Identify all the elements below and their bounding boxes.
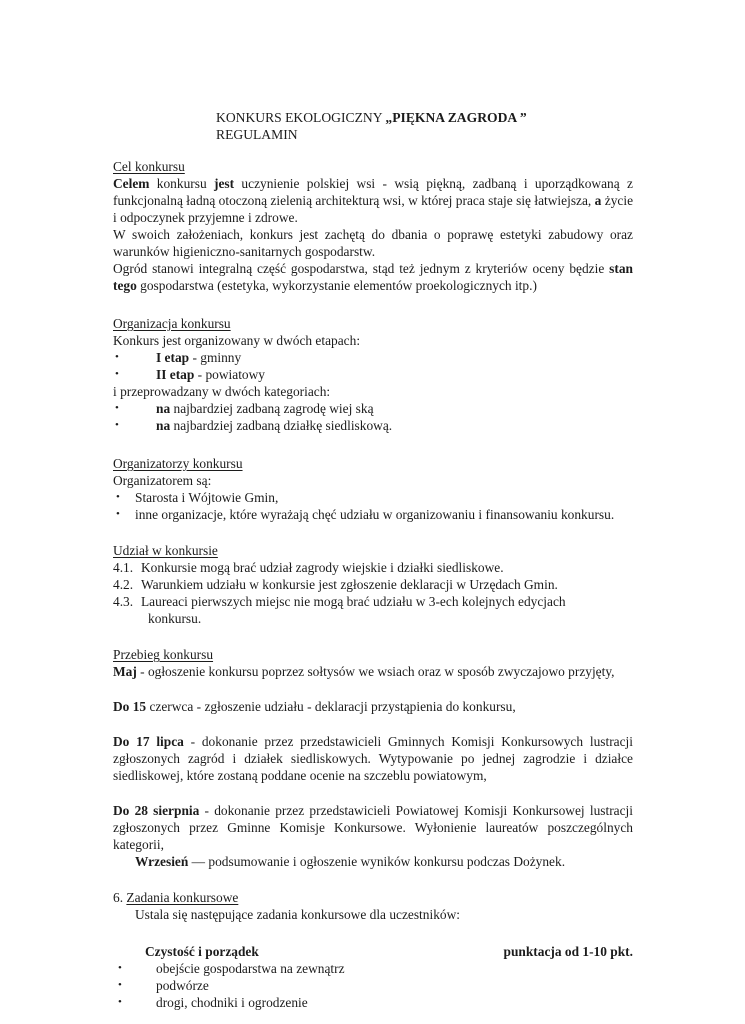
spacer xyxy=(113,680,633,698)
task-header-row xyxy=(113,943,633,960)
bold-text: Do 15 xyxy=(113,699,147,714)
schedule-may xyxy=(113,663,633,680)
bold-text: na xyxy=(156,418,171,433)
paragraph: Konkurs jest organizowany w dwóch etapach: xyxy=(113,333,361,348)
spacer xyxy=(113,434,633,455)
text: Warunkiem udziału w konkursie jest zgłoszenie deklaracji w Urzędach Gmin. xyxy=(141,577,558,592)
text: - dokonanie przez przedstawicieli Powiatowej Komisji Konkursowej lustracji zgłoszonych przez Gminne Komisje Konkursowe. Wyłonienie laureatów poszczególnych kategorii, xyxy=(113,803,633,852)
section-organizacja-konkursu xyxy=(113,315,633,434)
bold-text: stan tego xyxy=(113,261,633,293)
document-body xyxy=(113,158,633,1011)
list-item xyxy=(113,489,633,506)
task-items-list xyxy=(113,960,633,1011)
stages-list xyxy=(113,349,633,383)
list-item xyxy=(113,960,633,977)
section-heading-row xyxy=(113,889,633,906)
text: Konkursie mogą brać udział zagrody wiejskie i działki siedliskowe. xyxy=(141,560,504,575)
bold-text: jest xyxy=(214,176,235,191)
paragraph xyxy=(113,260,633,294)
categories-list xyxy=(113,400,633,434)
text: gospodarstwa (estetyka, wykorzystanie elementów proekologicznych itp.) xyxy=(136,278,537,293)
text: uczynienie polskiej wsi - wsią piękną, zadbaną i uporządkowaną z funkcjonalną ładną otoczoną zielenią architekturą wsi, w której praca staje się łatwiejsza, xyxy=(113,176,633,208)
section-organizatorzy-konkursu xyxy=(113,455,633,523)
bold-text: Wrzesień xyxy=(135,854,189,869)
document-title xyxy=(216,109,527,126)
spacer xyxy=(113,627,633,646)
bullet-icon: • xyxy=(118,996,122,1008)
title-prefix: KONKURS EKOLOGICZNY xyxy=(216,110,386,125)
text: obejście gospodarstwa na zewnątrz xyxy=(156,961,345,976)
spacer xyxy=(113,784,633,802)
text: konkursu xyxy=(149,176,214,191)
section-heading: Cel konkursu xyxy=(113,159,185,174)
bullet-icon: • xyxy=(118,979,122,991)
text: - gminny xyxy=(189,350,242,365)
list-item xyxy=(113,400,633,417)
text: — podsumowanie i ogłoszenie wyników konkursu podczas Dożynek. xyxy=(188,854,566,869)
bold-text: Do 28 sierpnia xyxy=(113,803,200,818)
title-contest-name: „PIĘKNA ZAGRODA ” xyxy=(385,110,527,125)
bullet-icon: • xyxy=(115,402,119,414)
spacer xyxy=(113,870,633,889)
text: inne organizacje, które wyrażają chęć udziału w organizowaniu i finansowaniu konkursu. xyxy=(135,507,615,522)
title-block xyxy=(216,109,527,143)
bold-text: II etap xyxy=(156,367,195,382)
text: najbardziej zadbaną działkę siedliskową. xyxy=(170,418,393,433)
task-points: punktacja od 1-10 pkt. xyxy=(503,944,633,959)
bold-text: I etap xyxy=(156,350,190,365)
task-title: Czystość i porządek xyxy=(145,944,259,959)
schedule-july xyxy=(113,733,633,784)
paragraph xyxy=(113,175,633,226)
text: życie i odpoczynek przyjemne i zdrowe. xyxy=(113,193,634,225)
section-udzial-w-konkursie xyxy=(113,542,633,627)
section-heading: Zadania konkursowe xyxy=(126,890,239,905)
list-item xyxy=(113,994,633,1011)
spacer xyxy=(113,715,633,733)
section-zadania-konkursowe xyxy=(113,889,633,1011)
text-continuation: konkursu. xyxy=(148,611,202,626)
text: Ogród stanowi integralną część gospodarstwa, stąd też jednym z kryteriów oceny będzie xyxy=(113,261,610,276)
section-heading: Udział w konkursie xyxy=(113,543,218,558)
list-item xyxy=(113,417,633,434)
section-heading: Organizacja konkursu xyxy=(113,316,231,331)
spacer xyxy=(113,294,633,315)
section-przebieg-konkursu xyxy=(113,646,633,870)
bold-text: Maj xyxy=(113,664,137,679)
bullet-icon: • xyxy=(116,491,120,503)
list-item xyxy=(113,977,633,994)
section-heading: Organizatorzy konkursu xyxy=(113,456,243,471)
spacer xyxy=(113,523,633,542)
section-cel-konkursu xyxy=(113,158,633,294)
list-item xyxy=(113,559,633,576)
bullet-icon: • xyxy=(115,368,119,380)
text: podwórze xyxy=(156,978,209,993)
bullet-icon: • xyxy=(116,508,120,520)
document-subtitle: REGULAMIN xyxy=(216,127,298,142)
list-item xyxy=(113,593,633,627)
text: - powiatowy xyxy=(194,367,265,382)
section-number: 6. xyxy=(113,890,127,905)
list-item xyxy=(113,349,633,366)
list-item xyxy=(113,366,633,383)
bullet-icon: • xyxy=(115,351,119,363)
paragraph: W swoich założeniach, konkurs jest zachętą do dbania o poprawę estetyki zabudowy oraz warunków higieniczno-sanitarnych gospodarstw. xyxy=(113,227,633,259)
participation-rules-list xyxy=(113,559,633,627)
text: - ogłoszenie konkursu poprzez sołtysów we wsiach oraz w sposób zwyczajowo przyjęty, xyxy=(136,664,615,679)
paragraph: Organizatorem są: xyxy=(113,473,212,488)
list-item xyxy=(113,506,633,523)
text: czerwca - zgłoszenie udziału - deklaracji przystąpienia do konkursu, xyxy=(146,699,516,714)
schedule-september xyxy=(113,853,633,870)
item-number: 4.2. xyxy=(113,577,134,592)
bold-text: Celem xyxy=(113,176,150,191)
item-number: 4.1. xyxy=(113,560,134,575)
paragraph: Ustala się następujące zadania konkursowe dla uczestników: xyxy=(135,907,460,922)
list-item xyxy=(113,576,633,593)
schedule-june xyxy=(113,698,633,715)
text: drogi, chodniki i ogrodzenie xyxy=(156,995,308,1010)
section-heading: Przebieg konkursu xyxy=(113,647,214,662)
paragraph: i przeprowadzany w dwóch kategoriach: xyxy=(113,384,331,399)
bullet-icon: • xyxy=(115,419,119,431)
bold-text: a xyxy=(594,193,602,208)
text: najbardziej zadbaną zagrodę wiej ską xyxy=(170,401,374,416)
item-number: 4.3. xyxy=(113,594,134,609)
bullet-icon: • xyxy=(118,962,122,974)
text: - dokonanie przez przedstawicieli Gminnych Komisji Konkursowych lustracji zgłoszonych zagród i działek siedliskowych. Wytypowanie po jednej zagrodzie i działce siedliskowej, które zostaną poddane ocenie na szczeblu powiatowym, xyxy=(113,734,633,783)
bold-text: Do 17 lipca xyxy=(113,734,184,749)
bold-text: na xyxy=(156,401,171,416)
text: Starosta i Wójtowie Gmin, xyxy=(135,490,279,505)
schedule-august xyxy=(113,802,633,853)
organizers-list xyxy=(113,489,633,523)
spacer xyxy=(113,923,633,943)
text: Laureaci pierwszych miejsc nie mogą brać udziału w 3-ech kolejnych edycjach xyxy=(141,594,566,609)
